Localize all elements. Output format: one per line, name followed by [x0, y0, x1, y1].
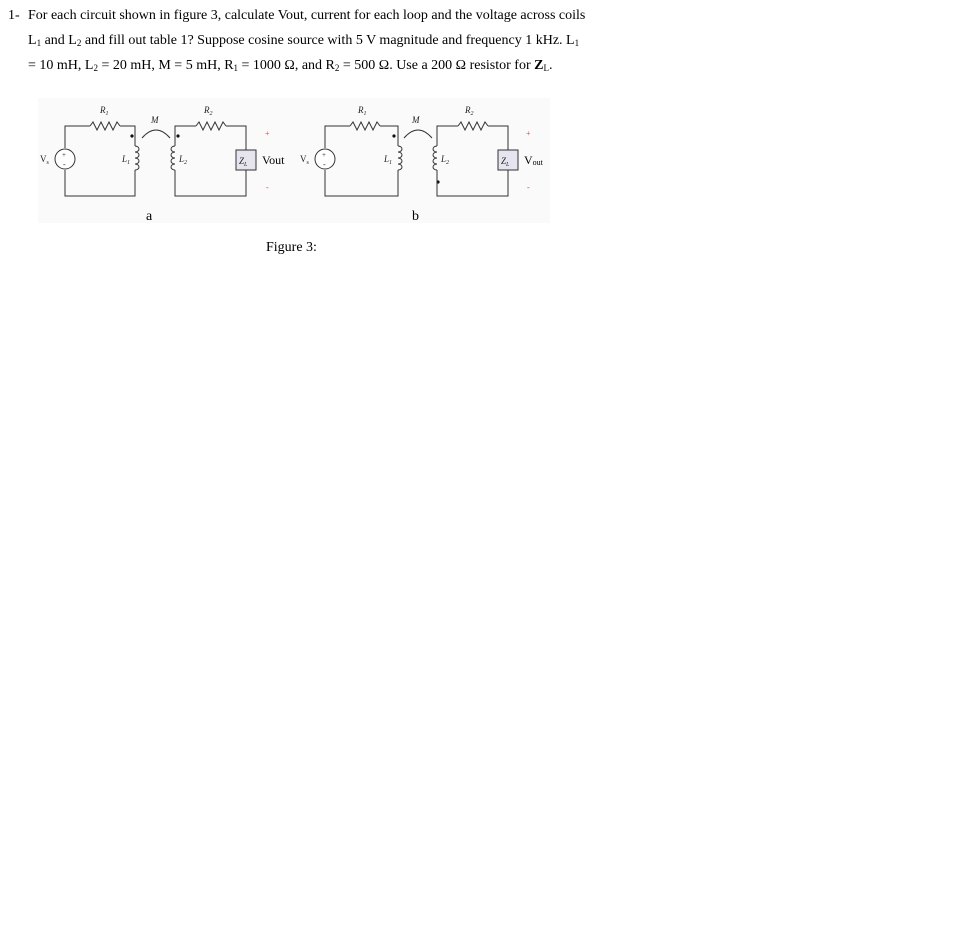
- zl-symbol: Z: [534, 58, 544, 73]
- r2-label: $R_2$: [465, 105, 474, 117]
- text-run: and L: [41, 33, 77, 48]
- plus-sign: +: [526, 129, 531, 138]
- subscript: L: [543, 63, 549, 73]
- line1-text: For each circuit shown in figure 3, calculate Vout, current for each loop and the voltage across coils: [28, 8, 586, 23]
- problem-line-1: [28, 3, 585, 29]
- minus-sign: -: [266, 183, 269, 192]
- vout-label: Vout: [524, 153, 543, 167]
- figure-caption: Figure 3:: [266, 240, 317, 255]
- text-run: and fill out table 1? Suppose cosine source with 5 V magnitude and frequency 1 kHz. L: [81, 33, 575, 48]
- problem-line-3: [28, 53, 552, 79]
- l1-label: $L_1$: [122, 154, 131, 166]
- plus-sign: +: [322, 151, 326, 159]
- subscript: 1: [36, 38, 42, 48]
- dot-marker: [130, 134, 133, 137]
- circuit-a-label: a: [146, 209, 153, 223]
- vs-label: $V_s$: [40, 154, 49, 166]
- problem-number: 1-: [8, 8, 20, 23]
- subscript: 1: [574, 38, 580, 48]
- subscript: 2: [93, 63, 98, 73]
- text-run: L: [28, 33, 37, 48]
- text-run: .: [548, 58, 553, 73]
- minus-sign: -: [527, 183, 530, 192]
- m-label: M: [151, 115, 159, 125]
- text-run: = 500 Ω. Use a 200 Ω resistor for: [339, 58, 535, 73]
- r2-label: $R_2$: [204, 105, 213, 117]
- plus-sign: +: [62, 151, 66, 159]
- minus-sign: -: [323, 160, 326, 169]
- text-run: = 10 mH, L: [28, 58, 94, 73]
- r1-label: $R_1$: [100, 105, 109, 117]
- vout-label: Vout: [262, 153, 285, 167]
- l1-label: $L_1$: [384, 154, 393, 166]
- l2-label: $L_2$: [441, 154, 450, 166]
- m-label: M: [412, 115, 420, 125]
- dot-marker: [392, 134, 395, 137]
- l2-label: $L_2$: [179, 154, 188, 166]
- plus-sign: +: [265, 129, 270, 138]
- figure-3: [38, 98, 550, 223]
- subscript: 2: [334, 63, 340, 73]
- text-run: = 20 mH, M = 5 mH, R: [97, 58, 234, 73]
- r1-label: $R_1$: [358, 105, 367, 117]
- dot-marker: [176, 134, 179, 137]
- circuit-diagram: [38, 98, 550, 223]
- text-run: = 1000 Ω, and R: [238, 58, 335, 73]
- vs-label: $V_s$: [300, 154, 309, 166]
- circuit-b-label: b: [412, 209, 419, 223]
- zl-label: $Z_L$: [501, 156, 510, 168]
- problem-line-2: [28, 28, 579, 54]
- subscript: 2: [76, 38, 82, 48]
- minus-sign: -: [63, 160, 66, 169]
- zl-label: $Z_L$: [239, 156, 248, 168]
- subscript: 1: [233, 63, 239, 73]
